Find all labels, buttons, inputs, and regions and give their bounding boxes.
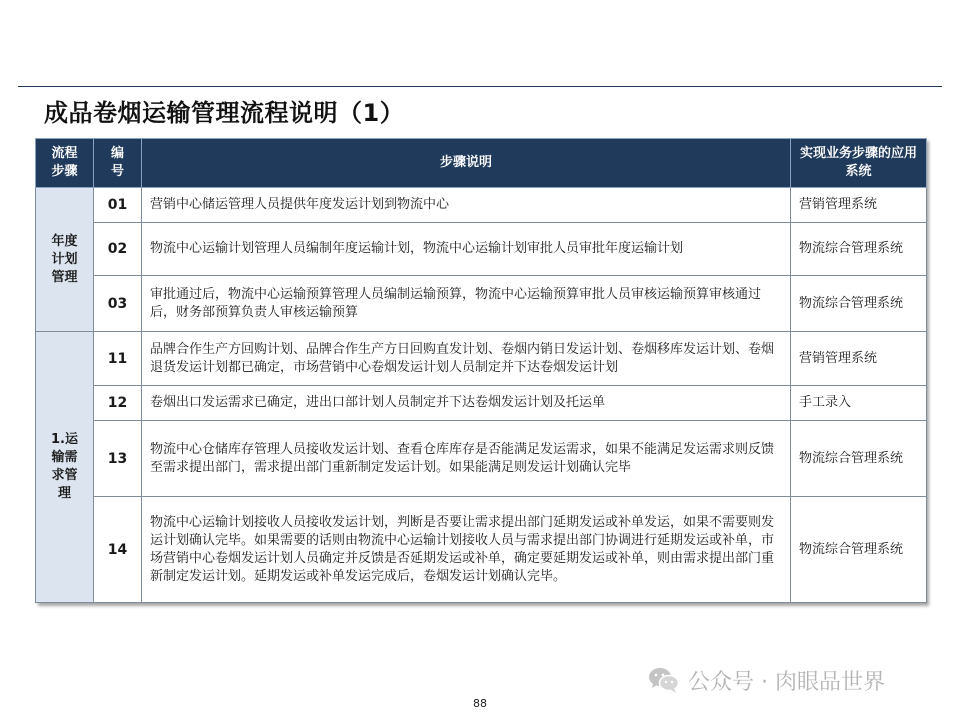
step-description: 品牌合作生产方回购计划、品牌合作生产方日回购直发计划、卷烟内销日发运计划、卷烟移库发运计划、卷烟退货发运计划都已确定，市场营销中心卷烟发运计划人员制定并下达卷烟发运计划 [142,332,791,386]
watermark [648,664,885,696]
wechat-icon [648,666,680,694]
table-row [36,276,927,332]
page-number: 88 [473,697,487,710]
header-desc: 步骤说明 [142,139,791,188]
header-stage: 流程步骤 [36,139,94,188]
table-row [36,223,927,276]
step-description: 营销中心储运管理人员提供年度发运计划到物流中心 [142,188,791,223]
stage-cell: 年度计划管理 [36,188,94,332]
step-number: 13 [94,421,142,497]
stage-cell: 1.运输需求管理 [36,332,94,603]
step-number: 12 [94,386,142,421]
step-number: 14 [94,497,142,603]
step-system: 物流综合管理系统 [791,223,927,276]
watermark-text: 公众号 · 肉眼品世界 [688,669,885,695]
step-system: 营销管理系统 [791,332,927,386]
step-system: 物流综合管理系统 [791,276,927,332]
step-number: 02 [94,223,142,276]
header-system: 实现业务步骤的应用系统 [791,139,927,188]
table-row [36,497,927,603]
table-row [36,332,927,386]
step-number: 03 [94,276,142,332]
step-description: 卷烟出口发运需求已确定，进出口部计划人员制定并下达卷烟发运计划及托运单 [142,386,791,421]
step-system: 物流综合管理系统 [791,497,927,603]
table-row [36,421,927,497]
table-row [36,188,927,223]
step-description: 物流中心运输计划管理人员编制年度运输计划，物流中心运输计划审批人员审批年度运输计划 [142,223,791,276]
page-title: 成品卷烟运输管理流程说明（1） [44,99,405,127]
step-description: 物流中心运输计划接收人员接收发运计划，判断是否要让需求提出部门延期发运或补单发运，如果不需要则发运计划确认完毕。如果需要的话则由物流中心运输计划接收人员与需求提出部门协调进行延期发运或补单，市场营销中心卷烟发运计划人员确定并反馈是否延期发运或补单，确定要延期发运或补单，则由需求提出部门重新制定发运计划。延期发运或补单发运完成后，卷烟发运计划确认完毕。 [142,497,791,603]
process-table [35,138,926,603]
table-row [36,386,927,421]
step-description: 物流中心仓储库存管理人员接收发运计划、查看仓库库存是否能满足发运需求，如果不能满足发运需求则反馈至需求提出部门，需求提出部门重新制定发运计划。如果能满足则发运计划确认完毕 [142,421,791,497]
step-system: 手工录入 [791,386,927,421]
top-divider [18,86,942,87]
header-num: 编号 [94,139,142,188]
step-number: 11 [94,332,142,386]
step-system: 营销管理系统 [791,188,927,223]
table-header-row [36,139,927,188]
step-description: 审批通过后，物流中心运输预算管理人员编制运输预算，物流中心运输预算审批人员审核运输预算审核通过后，财务部预算负责人审核运输预算 [142,276,791,332]
step-number: 01 [94,188,142,223]
step-system: 物流综合管理系统 [791,421,927,497]
